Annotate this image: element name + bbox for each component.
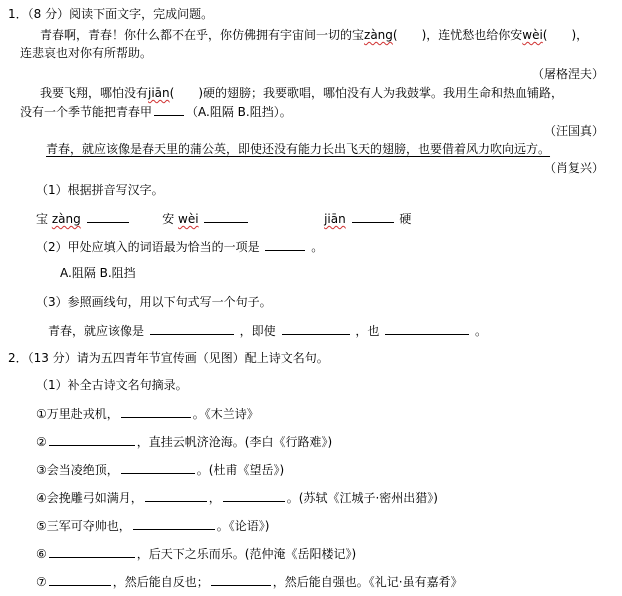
q1-sub1: （1）根据拼音写汉字。 (36, 183, 164, 197)
blank-jia[interactable] (154, 103, 184, 116)
item4-blank-2[interactable] (223, 489, 285, 502)
item4-text-b: ， (208, 491, 221, 505)
q1-author3: （肖复兴） (543, 161, 604, 175)
q1-para2-text-a: 我要飞翔，哪怕没有 (40, 86, 149, 100)
fill-a-char: 宝 (36, 212, 49, 226)
q1-para2-text-b: ( )硬的翅膀；我要歌唱，哪怕没有人为我鼓掌。我用生命和热血铺路， (169, 86, 564, 100)
q1-author2: （汪国真） (543, 124, 604, 138)
fill-c-char: 硬 (399, 212, 412, 226)
q1-pattern-row (48, 322, 487, 339)
q1-sub2-text: （2）甲处应填入的词语最为恰当的一项是 (36, 240, 260, 254)
q1-sub2 (36, 238, 323, 255)
item4-text-c: 。(苏轼《江城子·密州出猎》) (286, 491, 438, 505)
q1-para2-text-c: 没有一个季节能把青春甲 (20, 105, 153, 119)
item5-text-a: ⑤三军可夺帅也， (36, 519, 131, 533)
item3-text-b: 。(杜甫《望岳》) (196, 463, 285, 477)
q1-para1-line1 (40, 27, 588, 43)
q1-para1-text-b: ( )，连忧愁也给你安 (392, 28, 523, 42)
pattern-text-d: 。 (475, 324, 488, 338)
item2-text-b: ，直挂云帆济沧海。(李白《行路难》) (136, 435, 333, 449)
q1-underlined-sentence: 青春，就应该像是春天里的蒲公英，即使还没有能力长出飞天的翅膀，也要借着风力吹向远方。 (46, 142, 551, 156)
q2-header: 2．（13 分）请为五四青年节宣传画（见图）配上诗文名句。 (8, 351, 329, 365)
pinyin-zang: zàng (364, 28, 393, 42)
fill-b-pinyin: wèi (178, 212, 199, 226)
q2-item-7 (36, 573, 463, 590)
fill-c-pinyin: jiān (324, 212, 346, 226)
fill-b-char: 安 (162, 212, 175, 226)
item5-text-b: 。《论语》) (216, 519, 270, 533)
item6-blank[interactable] (49, 545, 135, 558)
pinyin-jian: jiān (148, 86, 170, 100)
pattern-blank-2[interactable] (282, 322, 350, 335)
item4-text-a: ④会挽雕弓如满月， (36, 491, 143, 505)
q1-para1-text-a: 青春啊，青春！你什么都不在乎，你仿佛拥有宇宙间一切的宝 (40, 28, 365, 42)
item1-text-b: 。《木兰诗》 (192, 407, 259, 421)
item6-text-a: ⑥ (36, 547, 47, 561)
fill-a-pinyin: zàng (51, 212, 81, 226)
pattern-blank-1[interactable] (150, 322, 234, 335)
item1-text-a: ①万里赴戎机， (36, 407, 119, 421)
item3-blank[interactable] (121, 461, 195, 474)
q2-item-5 (36, 517, 269, 534)
fill-c-blank[interactable] (352, 210, 394, 223)
q2-item-6 (36, 545, 356, 562)
item3-text-a: ③会当凌绝顶， (36, 463, 119, 477)
pinyin-wei: wèi (522, 28, 543, 42)
item2-blank[interactable] (49, 433, 135, 446)
q2-item-4 (36, 489, 438, 506)
item7-blank-1[interactable] (49, 573, 111, 586)
q1-para2-text-d: （A.阻隔 B.阻挡）。 (186, 105, 292, 119)
item7-blank-2[interactable] (211, 573, 271, 586)
q1-header: 1．（8 分）阅读下面文字，完成问题。 (8, 7, 214, 21)
pattern-text-c: ，也 (355, 324, 380, 338)
q1-para1-line2: 连悲哀也对你有所帮助。 (20, 46, 153, 60)
item7-text-b: ，然后能自反也； (112, 575, 209, 589)
q2-item-2 (36, 433, 332, 450)
fill-b-blank[interactable] (204, 210, 248, 223)
item7-text-c: ，然后能自强也。《礼记·虽有嘉肴》 (272, 575, 463, 589)
q1-sub2-end: 。 (311, 240, 324, 254)
pattern-text-a: 青春，就应该像是 (48, 324, 145, 338)
q1-sub3: （3）参照画线句，用以下句式写一个句子。 (36, 295, 272, 309)
q2-item-3 (36, 461, 284, 478)
q1-author1: （屠格涅夫） (531, 67, 604, 81)
q1-para2-line2 (20, 103, 292, 120)
item6-text-b: ，后天下之乐而乐。(范仲淹《岳阳楼记》) (136, 547, 357, 561)
fill-a-blank[interactable] (87, 210, 129, 223)
q1-options: A.阻隔 B.阻挡 (60, 266, 136, 280)
q1-para1-text-c: ( )， (542, 28, 589, 42)
item2-text-a: ② (36, 435, 47, 449)
q1-pinyin-fill-row (36, 210, 411, 227)
q1-para2-line1 (40, 85, 563, 101)
item5-blank[interactable] (133, 517, 215, 530)
item4-blank-1[interactable] (145, 489, 207, 502)
item7-text-a: ⑦ (36, 575, 47, 589)
q2-item-1 (36, 405, 259, 422)
q2-sub1: （1）补全古诗文名句摘录。 (36, 378, 188, 392)
item1-blank[interactable] (121, 405, 191, 418)
pattern-blank-3[interactable] (385, 322, 469, 335)
pattern-text-b: ，即使 (239, 324, 276, 338)
sub2-answer-blank[interactable] (265, 238, 305, 251)
